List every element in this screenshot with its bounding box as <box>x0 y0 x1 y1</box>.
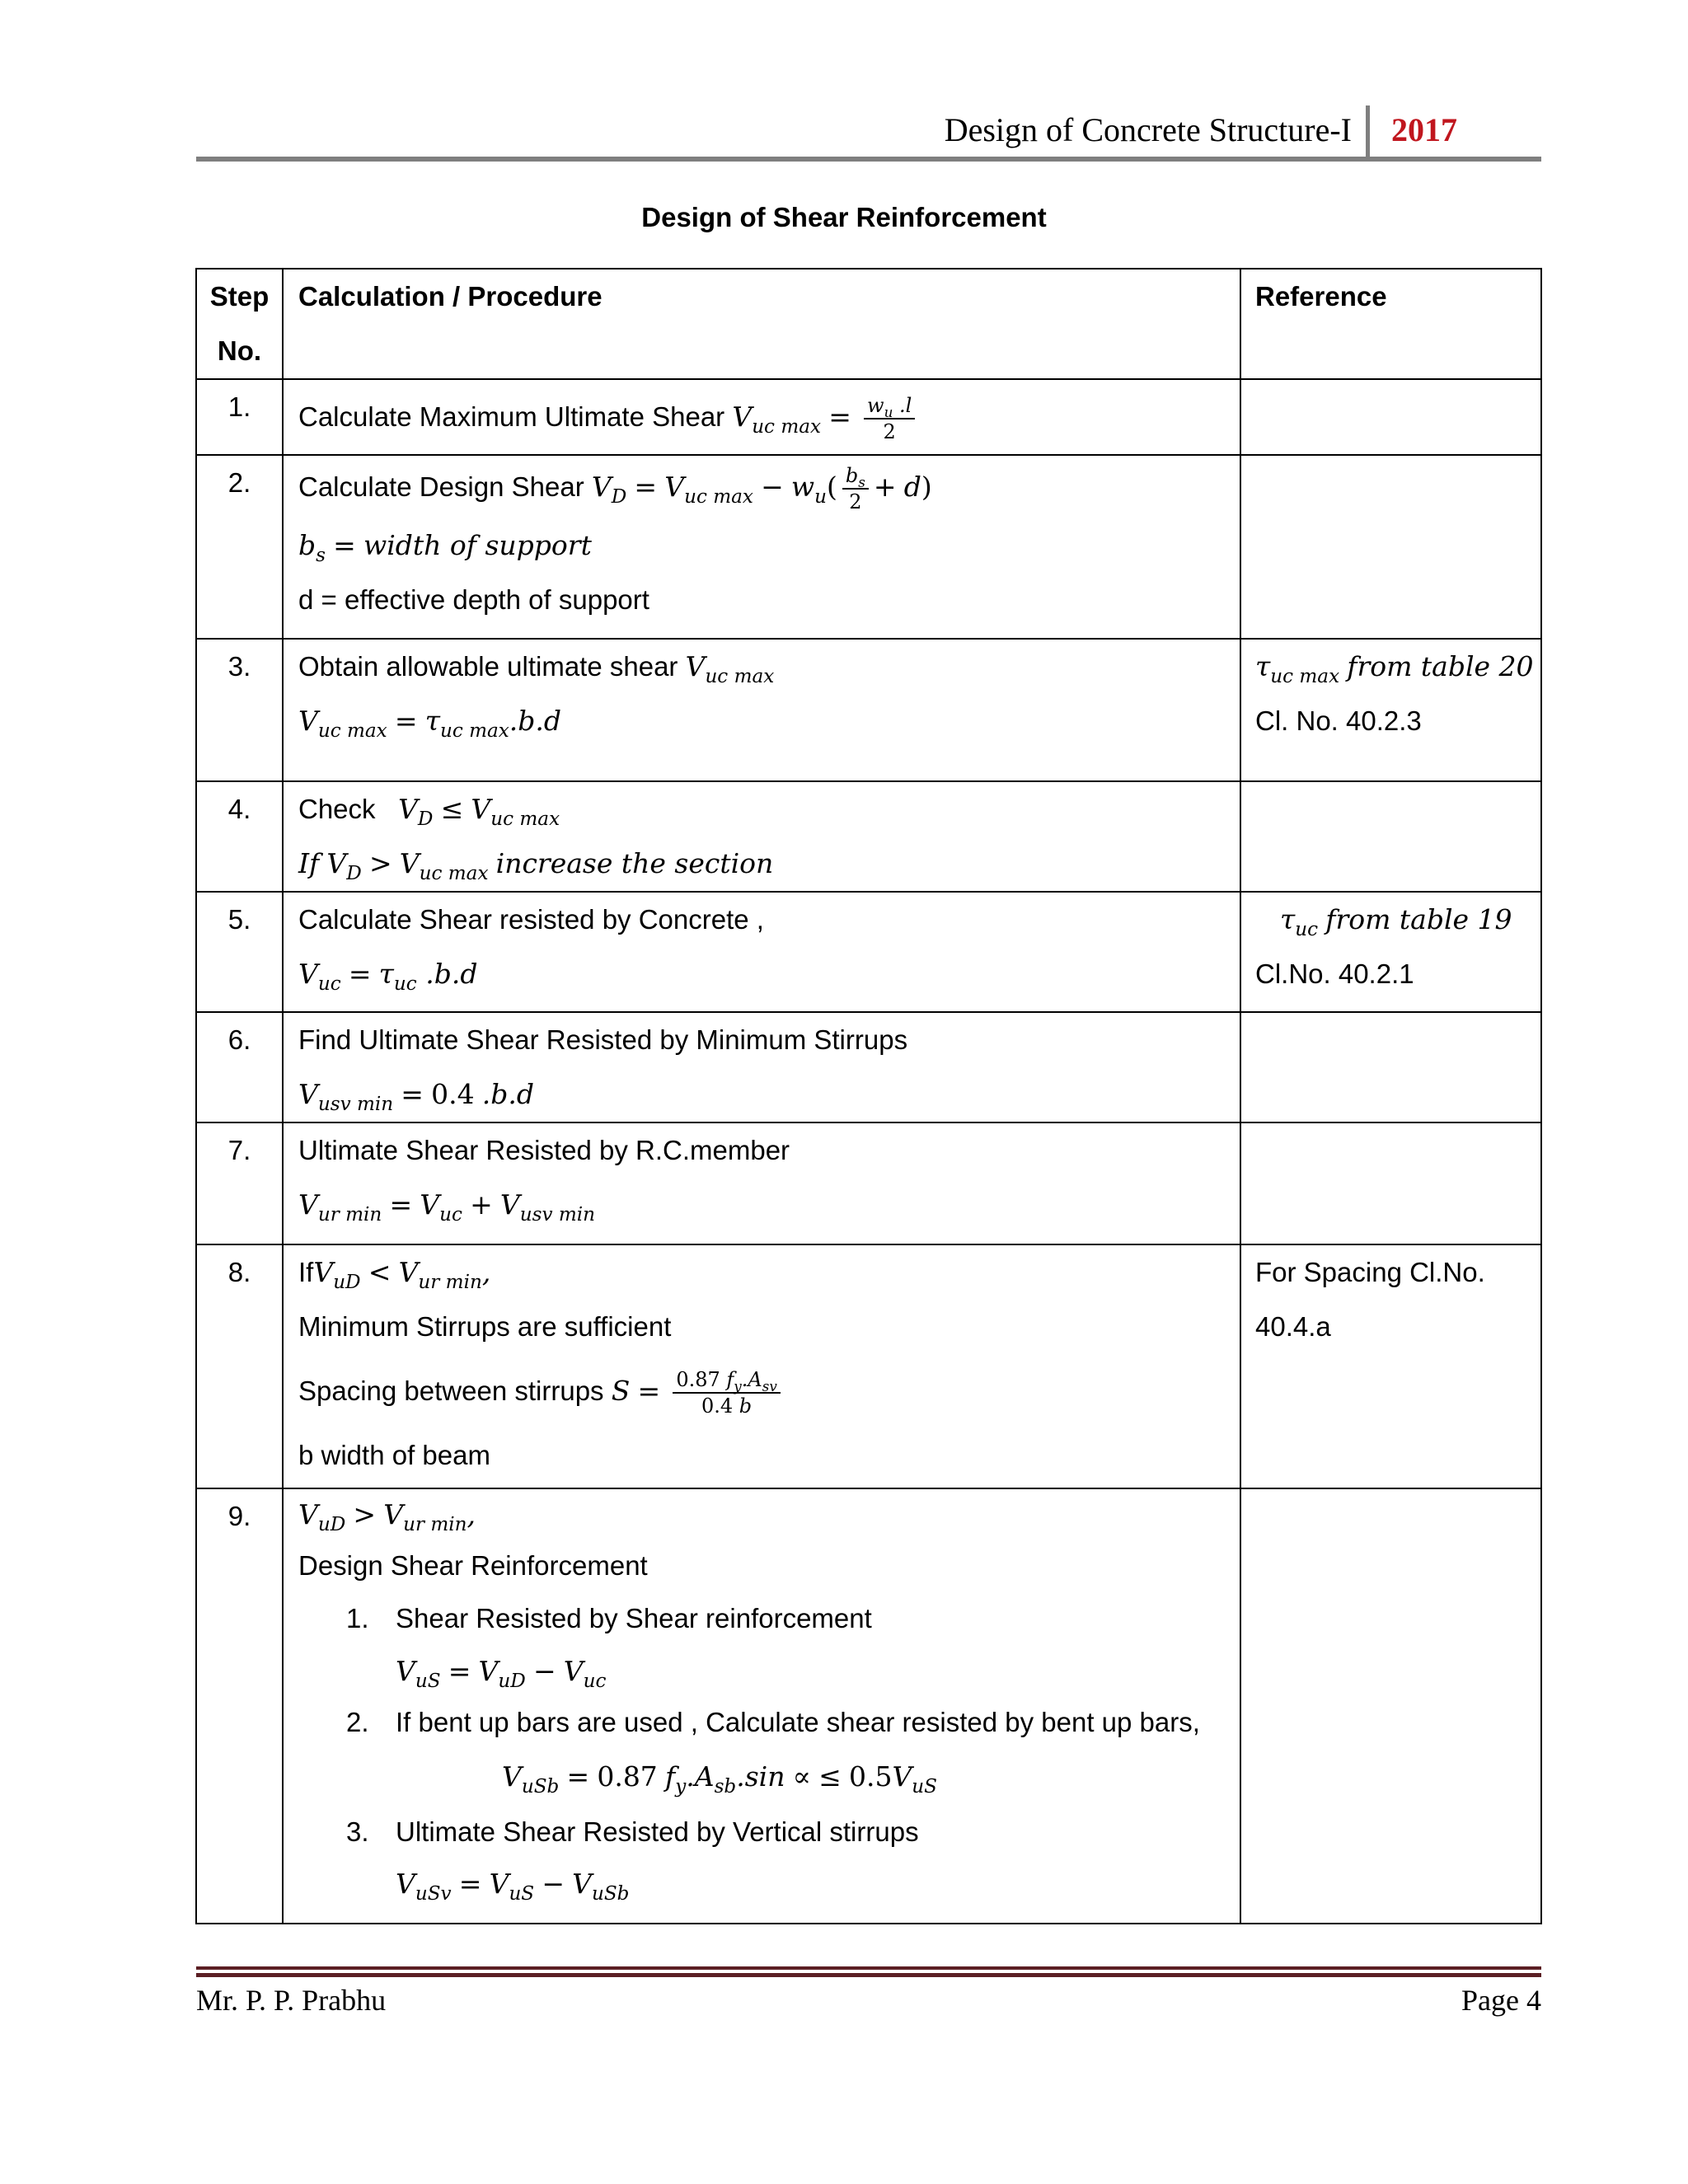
page-number: Page 4 <box>1461 1984 1541 2017</box>
reference-column-header: Reference <box>1240 269 1541 379</box>
footer-author: Mr. P. P. Prabhu <box>196 1984 387 2017</box>
list-item: 1. Shear Resisted by Shear reinforcement <box>346 1603 872 1633</box>
page-header <box>196 105 1541 163</box>
list-item: 2. If bent up bars are used , Calculate shear resisted by bent up bars, <box>346 1707 1200 1737</box>
footer-rule <box>196 1966 1541 1970</box>
list-item: 3. Ultimate Shear Resisted by Vertical stirrups <box>346 1816 919 1847</box>
footer-rule-thick <box>196 1973 1541 1977</box>
table-row: 9. $V_{uD} > V_{ur min}$, Design Shear Reinforcement 1. Shear Resisted by Shear reinforcement $V_{uS} = V_{uD} - V_{uc}$ 2. If bent up bars are used , Calculate shear resisted by bent up bars, $V_{uSb} = 0.87$ $f_y.A_{sb}.\sin$ ∝ ≤ $0.5V_{uS}$ 3. Ultimate Shear Resisted by Vertical stirrups $V_{uSv} = V_{uS} - V_{uSb}$ <box>196 1488 1541 1924</box>
table-row: 2. Calculate Design Shear $V_D = V_{uc max} - w_u$( $\frac{b_s}{2}$ + d) $b_s$ = width of support d = effective depth of support <box>196 455 1541 639</box>
table-row: 1. Calculate Maximum Ultimate Shear $V_{uc max}$ = $\frac{w_u .l}{2}$ <box>196 379 1541 455</box>
header-separator <box>1366 105 1370 162</box>
table-row: 7. Ultimate Shear Resisted by R.C.member $V_{ur min} = V_{uc} + V_{usv min}$ <box>196 1122 1541 1244</box>
step-column-header: Step No. <box>196 269 283 379</box>
table-row: 8. $IfV_{uD} < V_{ur min}$, Minimum Stirrups are sufficient Spacing between stirrups S = $\frac{0.87 f_y.A_{sv}}{0.4 b}$ b width of beam For Spacing Cl.No. 40.4.a <box>196 1244 1541 1488</box>
header-title: Design of Concrete Structure-I <box>944 111 1352 148</box>
procedure-table <box>195 268 1542 1924</box>
table-row: 4. Check $V_D \le V_{uc max}$ If $V_D > V_{uc max}$ increase the section <box>196 781 1541 892</box>
table-header-row <box>196 269 1541 379</box>
calc-column-header: Calculation / Procedure <box>283 269 1240 379</box>
document-title: Design of Shear Reinforcement <box>641 202 1047 232</box>
table-row: 5. Calculate Shear resisted by Concrete , $V_{uc} = \tau_{uc}$ .b.d $\tau_{uc}$ from table 19 Cl.No. 40.2.1 <box>196 892 1541 1012</box>
header-rule <box>196 157 1541 162</box>
table-row: 6. Find Ultimate Shear Resisted by Minimum Stirrups $V_{usv min} = 0.4$ .b.d <box>196 1012 1541 1122</box>
table-row: 3. Obtain allowable ultimate shear $V_{uc max}$ $V_{uc max} = \tau_{uc max}.b.d$ $\tau_{uc max}$ from table 20 Cl. No. 40.2.3 <box>196 639 1541 781</box>
header-year: 2017 <box>1391 111 1457 148</box>
